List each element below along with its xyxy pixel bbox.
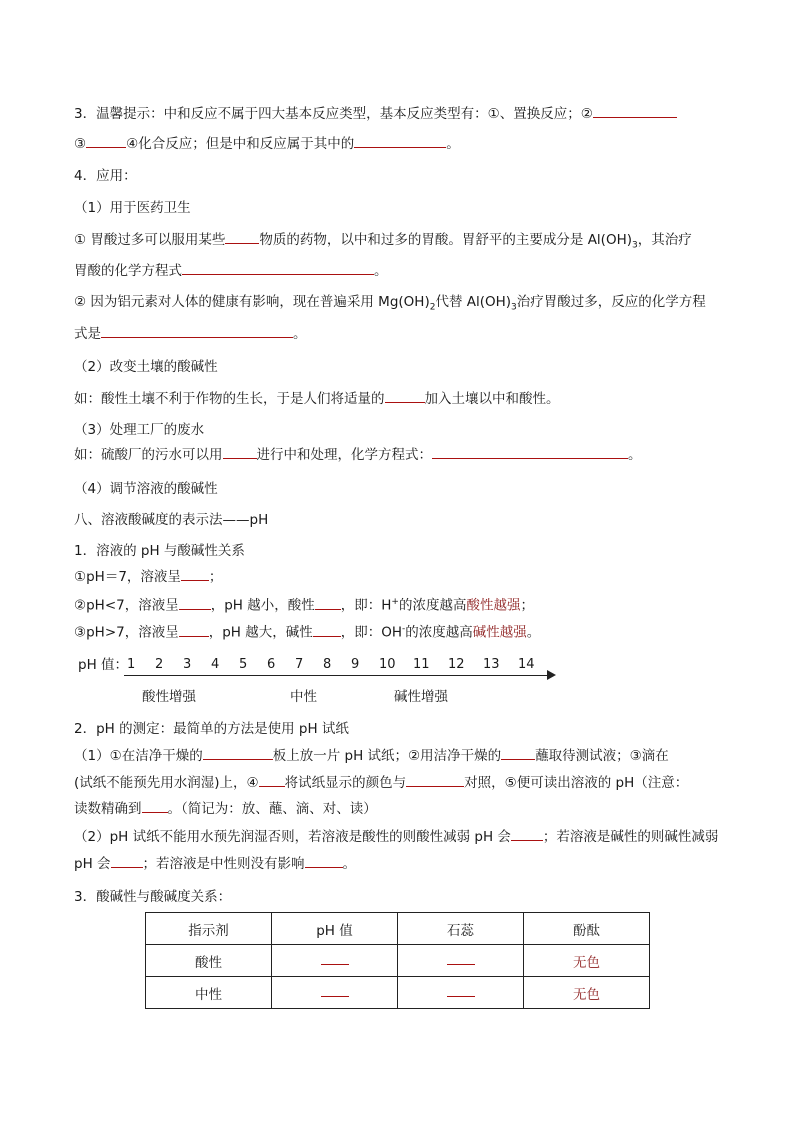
- ph-measure-title: 2．pH 的测定：最简单的方法是使用 pH 试纸: [74, 721, 349, 737]
- emphasis-text: 酸性越强: [466, 597, 521, 614]
- superscript: -: [402, 624, 406, 634]
- answer-blank[interactable]: [406, 773, 464, 787]
- ph-tick: 10: [379, 657, 396, 672]
- text: ；若溶液是中性则没有影响: [142, 856, 305, 872]
- answer-blank[interactable]: [321, 984, 349, 997]
- ph-row-neutral: [74, 567, 222, 586]
- answer-blank[interactable]: [511, 827, 543, 841]
- text: 加入土壤以中和酸性。: [424, 391, 560, 407]
- ph-tick: 8: [323, 657, 332, 672]
- ph-tick: 1: [127, 657, 136, 672]
- answer-blank[interactable]: [593, 104, 677, 118]
- arrow-head-icon: [547, 670, 556, 680]
- subscript: 2: [429, 302, 436, 313]
- ph-scale-base: 碱性增强: [394, 689, 448, 705]
- text: 。: [526, 624, 541, 641]
- table-cell: 无色: [524, 977, 650, 1009]
- ph-measure-line-5: [74, 854, 356, 873]
- ph-tick: 11: [413, 657, 430, 672]
- text: 板上放一片 pH 试纸；②用洁净干燥的: [272, 748, 502, 764]
- ph-scale-label: pH 值：: [78, 657, 129, 673]
- ph-tick: 3: [183, 657, 192, 672]
- ph-tick: 2: [155, 657, 164, 672]
- text: ，即：OH: [340, 624, 403, 641]
- answer-blank[interactable]: [181, 567, 209, 581]
- ph-tick: 12: [448, 657, 465, 672]
- ph-tick: 4: [211, 657, 220, 672]
- text: 治疗胃酸过多，反应的化学方程: [516, 294, 706, 310]
- ph-row-acid: [74, 593, 534, 615]
- text: 。: [293, 326, 307, 342]
- ph-tick: 7: [295, 657, 304, 672]
- table-header-row: [146, 913, 650, 945]
- relation-table: [145, 912, 650, 1009]
- ph-tick: 9: [351, 657, 360, 672]
- table-header: 指示剂: [146, 913, 272, 945]
- table-cell: [272, 945, 398, 977]
- answer-blank[interactable]: [142, 799, 168, 813]
- text: 。: [342, 856, 357, 872]
- subscript: 3: [511, 302, 517, 313]
- text: ，pH 越大，碱性: [208, 624, 313, 641]
- text: 对照，⑤便可读出溶液的 pH（注意：: [464, 775, 689, 791]
- ph-scale-ticks: [0, 656, 794, 674]
- ph-measure-line-3: [74, 799, 377, 818]
- text: 如：硫酸厂的污水可以用: [74, 447, 223, 463]
- ph-relation-title: 1．溶液的 pH 与酸碱性关系: [74, 543, 245, 559]
- relation-table-title: 3．酸碱性与酸碱度关系：: [74, 889, 232, 905]
- text: ①pH＝7，溶液呈: [74, 569, 181, 585]
- sub-4-title: （4）调节溶液的酸碱性: [74, 481, 218, 497]
- text: pH 会: [74, 856, 111, 872]
- answer-blank[interactable]: [101, 324, 293, 338]
- table-row: [146, 945, 650, 977]
- table-cell: [398, 977, 524, 1009]
- text: 蘸取待测试液；③滴在: [535, 748, 669, 764]
- answer-blank[interactable]: [354, 134, 446, 148]
- text: ；若溶液是碱性的则碱性减弱: [542, 829, 719, 845]
- answer-blank[interactable]: [305, 854, 343, 868]
- sub-3-line: [74, 445, 642, 464]
- hint-line-1: [74, 104, 677, 123]
- answer-blank[interactable]: [321, 952, 349, 965]
- ph-row-base: [74, 620, 540, 642]
- superscript: +: [391, 597, 399, 607]
- answer-blank[interactable]: [182, 261, 374, 275]
- text: ① 胃酸过多可以服用某些: [74, 232, 226, 248]
- answer-blank[interactable]: [313, 623, 341, 637]
- hint-text-1: 3．温馨提示：中和反应不属于四大基本反应类型，基本反应类型有：①、置换反应；②: [74, 106, 593, 122]
- text: ，其治疗: [637, 232, 692, 248]
- text: （1）①在洁净干燥的: [74, 748, 203, 764]
- ph-tick: 13: [483, 657, 500, 672]
- table-cell: [272, 977, 398, 1009]
- text: 物质的药物，以中和过多的胃酸。胃舒平的主要成分是 Al(OH): [259, 232, 632, 248]
- ph-scale-arrow-line: [124, 675, 550, 676]
- answer-blank[interactable]: [223, 445, 257, 459]
- text: 的浓度越高: [405, 624, 473, 641]
- text: 的浓度越高: [398, 597, 467, 614]
- ph-tick: 5: [239, 657, 248, 672]
- ph-scale-acid: 酸性增强: [142, 689, 196, 705]
- answer-blank[interactable]: [179, 596, 211, 610]
- answer-blank[interactable]: [315, 596, 341, 610]
- text: 读数精确到: [74, 801, 142, 817]
- sub-1-title: （1）用于医药卫生: [74, 200, 191, 216]
- table-row: [146, 977, 650, 1009]
- ph-measure-line-2: [74, 773, 688, 792]
- text: ，pH 越小，酸性: [210, 597, 315, 614]
- text: 。（简记为：放、蘸、滴、对、读）: [167, 801, 377, 817]
- table-header: pH 值: [272, 913, 398, 945]
- hint-line-2: [74, 134, 460, 153]
- emphasis-text: 碱性越强: [472, 624, 527, 641]
- text: 。: [374, 263, 388, 279]
- text: 将试纸显示的颜色与: [284, 775, 407, 791]
- section-8-title: 八、溶液酸碱度的表示法——pH: [74, 512, 269, 528]
- text: 式是: [74, 326, 101, 342]
- table-cell: 中性: [146, 977, 272, 1009]
- sub-2-title: （2）改变土壤的酸碱性: [74, 359, 218, 375]
- sub-1-line-1: [74, 230, 692, 255]
- sub-3-title: （3）处理工厂的废水: [74, 422, 205, 438]
- table-cell: [398, 945, 524, 977]
- subscript: 3: [632, 240, 638, 251]
- text: ③pH>7，溶液呈: [74, 624, 179, 641]
- answer-blank[interactable]: [203, 746, 273, 760]
- text: (试纸不能预先用水润湿)上，④: [74, 775, 259, 791]
- sub-1-line-2: [74, 261, 388, 280]
- hint-text-2a: ③: [74, 136, 87, 152]
- answer-blank[interactable]: [86, 134, 126, 148]
- answer-blank[interactable]: [111, 854, 143, 868]
- ph-tick: 6: [267, 657, 276, 672]
- text: （2）pH 试纸不能用水预先润湿否则，若溶液是酸性的则酸性减弱 pH 会: [74, 829, 511, 845]
- answer-blank[interactable]: [259, 773, 285, 787]
- section-4-title: 4．应用：: [74, 168, 137, 184]
- table-header: 石蕊: [398, 913, 524, 945]
- answer-blank[interactable]: [501, 746, 535, 760]
- text: 进行中和处理，化学方程式：: [256, 447, 432, 463]
- text: ；: [520, 597, 534, 614]
- ph-measure-line-4: [74, 827, 718, 846]
- answer-blank[interactable]: [432, 445, 628, 459]
- table-cell: 无色: [524, 945, 650, 977]
- table-header: 酚酞: [524, 913, 650, 945]
- sub-1-line-3: [74, 293, 706, 317]
- answer-blank[interactable]: [225, 230, 259, 244]
- answer-blank[interactable]: [447, 952, 475, 965]
- sub-1-line-4: [74, 324, 307, 343]
- answer-blank[interactable]: [179, 623, 209, 637]
- answer-blank[interactable]: [447, 984, 475, 997]
- ph-tick: 14: [518, 657, 535, 672]
- text: 胃酸的化学方程式: [74, 263, 182, 279]
- ph-scale-neutral: 中性: [290, 689, 317, 705]
- text: ②pH<7，溶液呈: [74, 597, 179, 614]
- text: 如：酸性土壤不利于作物的生长，于是人们将适量的: [74, 391, 385, 407]
- table-cell: 酸性: [146, 945, 272, 977]
- text: 。: [628, 447, 642, 463]
- text: ；: [208, 569, 223, 585]
- ph-measure-line-1: [74, 746, 669, 765]
- hint-text-end: 。: [446, 136, 460, 152]
- text: 代替 Al(OH): [435, 294, 512, 310]
- answer-blank[interactable]: [385, 389, 425, 403]
- hint-text-2b: ④化合反应；但是中和反应属于其中的: [126, 136, 355, 152]
- sub-2-line: [74, 389, 560, 408]
- text: ，即：H: [340, 597, 392, 614]
- text: ② 因为铝元素对人体的健康有影响，现在普遍采用 Mg(OH): [74, 294, 430, 310]
